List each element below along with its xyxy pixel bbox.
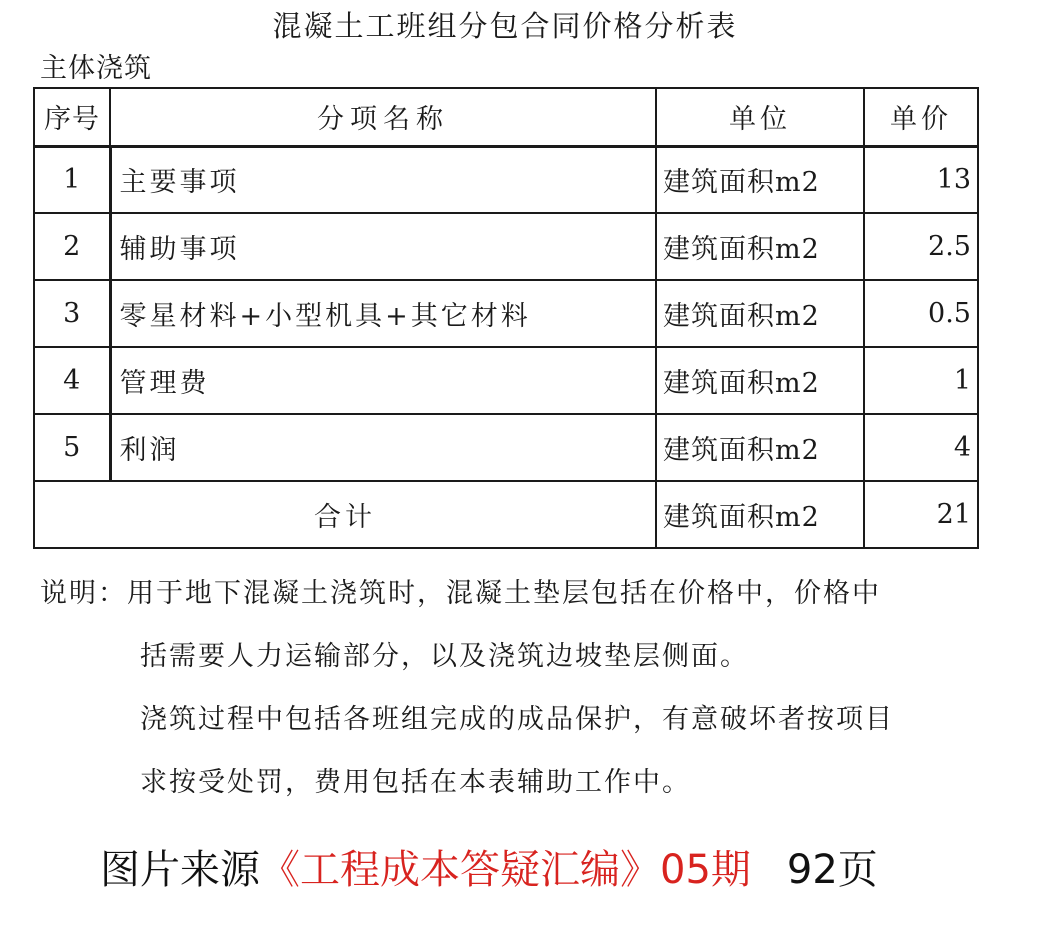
note-line: 说明：用于地下混凝土浇筑时，混凝土垫层包括在价格中，价格中 (40, 578, 881, 609)
row-name: 辅助事项 (110, 213, 656, 280)
row-seq: 1 (34, 146, 110, 213)
note-line: 浇筑过程中包括各班组完成的成品保护，有意破坏者按项目 (140, 704, 894, 735)
header-unit: 单位 (656, 88, 864, 146)
header-price: 单价 (864, 88, 978, 146)
row-unit: 建筑面积m2 (656, 146, 864, 213)
row-price: 13 (864, 146, 978, 213)
table-row (34, 280, 978, 347)
header-name: 分项名称 (110, 88, 656, 146)
total-row (34, 481, 978, 548)
row-name: 主要事项 (110, 146, 656, 213)
source-page: 92页 (786, 847, 878, 893)
table-row (34, 347, 978, 414)
row-seq: 4 (34, 347, 110, 414)
source-book-title: 《工程成本答疑汇编》05期 (260, 847, 751, 893)
row-unit: 建筑面积m2 (656, 280, 864, 347)
source-prefix: 图片来源 (100, 847, 260, 893)
row-seq: 3 (34, 280, 110, 347)
note-line: 括需要人力运输部分，以及浇筑边坡垫层侧面。 (140, 641, 749, 672)
header-seq: 序号 (34, 88, 110, 146)
total-label: 合计 (34, 481, 656, 548)
section-label: 主体浇筑 (40, 53, 152, 84)
note-line: 求按受处罚，费用包括在本表辅助工作中。 (140, 767, 691, 798)
table-header-row (34, 88, 978, 146)
row-seq: 5 (34, 414, 110, 481)
row-name: 管理费 (110, 347, 656, 414)
row-name: 零星材料+小型机具+其它材料 (110, 280, 656, 347)
row-price: 2.5 (864, 213, 978, 280)
total-price: 21 (864, 481, 978, 548)
table-row (34, 213, 978, 280)
row-unit: 建筑面积m2 (656, 414, 864, 481)
row-seq: 2 (34, 213, 110, 280)
source-caption (100, 840, 878, 900)
total-unit: 建筑面积m2 (656, 481, 864, 548)
row-unit: 建筑面积m2 (656, 347, 864, 414)
notes-block (40, 562, 976, 814)
row-price: 0.5 (864, 280, 978, 347)
table-row (34, 414, 978, 481)
row-price: 4 (864, 414, 978, 481)
table-row (34, 146, 978, 213)
price-analysis-table (33, 87, 979, 549)
page-title: 混凝土工班组分包合同价格分析表 (272, 9, 738, 43)
row-unit: 建筑面积m2 (656, 213, 864, 280)
row-price: 1 (864, 347, 978, 414)
row-name: 利润 (110, 414, 656, 481)
